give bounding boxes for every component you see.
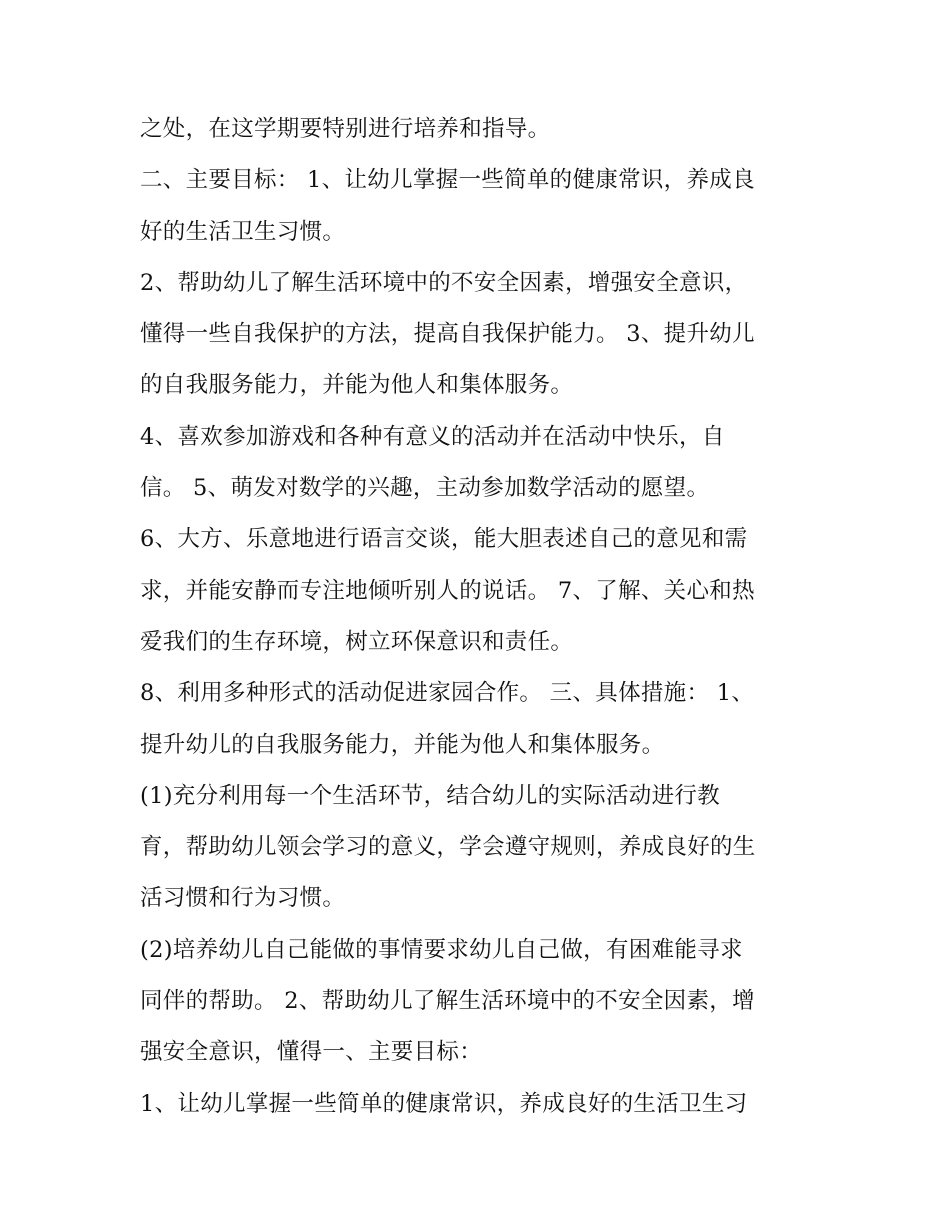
text-line: 爱我们的生存环境，树立环保意识和责任。: [140, 628, 574, 655]
text-line: 8、利用多种形式的活动促进家园合作。 三、具体措施： 1、: [140, 680, 755, 707]
text-line: 4、喜欢参加游戏和各种有意义的活动并在活动中快乐，自: [140, 423, 725, 450]
text-line: 6、大方、乐意地进行语言交谈，能大胆表述自己的意见和需: [140, 526, 748, 553]
text-line: 活习惯和行为习惯。: [140, 885, 346, 912]
text-line: 提升幼儿的自我服务能力，并能为他人和集体服务。: [140, 731, 665, 758]
text-line: (2)培养幼儿自己能做的事情要求幼儿自己做，有困难能寻求: [140, 936, 743, 963]
document-body: [140, 104, 830, 1130]
text-line: 二、主要目标： 1、让幼儿掌握一些简单的健康常识，养成良: [140, 167, 755, 194]
text-line: 懂得一些自我保护的方法，提高自我保护能力。 3、提升幼儿: [140, 321, 755, 348]
text-line: 好的生活卫生习惯。: [140, 218, 346, 245]
text-line: 2、帮助幼儿了解生活环境中的不安全因素，增强安全意识，: [140, 269, 748, 296]
text-line: 育，帮助幼儿领会学习的意义，学会遵守规则，养成良好的生: [140, 834, 756, 861]
text-line: 强安全意识，懂得一、主要目标：: [140, 1039, 483, 1066]
text-line: 1、让幼儿掌握一些简单的健康常识，养成良好的生活卫生习: [140, 1090, 748, 1117]
text-line: 信。 5、萌发对数学的兴趣，主动参加数学活动的愿望。: [140, 475, 710, 502]
text-line: (1)充分利用每一个生活环节，结合幼儿的实际活动进行教: [140, 782, 720, 809]
text-line: 之处，在这学期要特别进行培养和指导。: [140, 116, 551, 142]
text-line: 同伴的帮助。 2、帮助幼儿了解生活环境中的不安全因素，增: [140, 988, 755, 1015]
text-line: 的自我服务能力，并能为他人和集体服务。: [140, 372, 574, 399]
text-line: 求，并能安静而专注地倾听别人的说话。 7、了解、关心和热: [140, 577, 755, 604]
